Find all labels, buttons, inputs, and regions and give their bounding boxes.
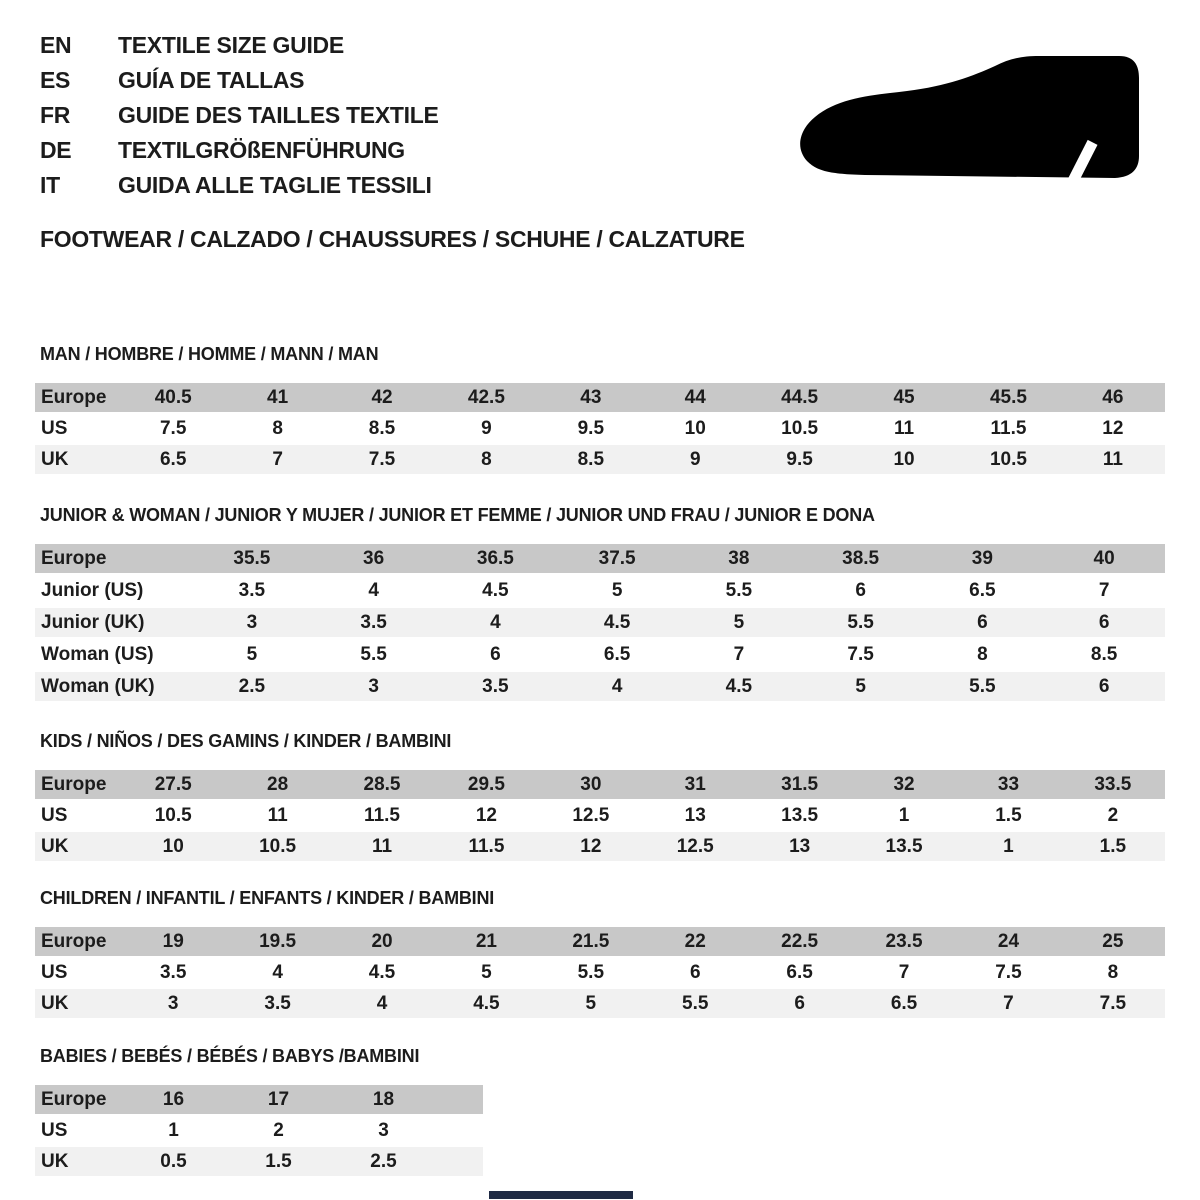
size-value: 6.5 bbox=[786, 961, 813, 983]
size-value: 10 bbox=[162, 835, 184, 857]
section-children bbox=[35, 888, 1165, 1020]
size-value: 2.5 bbox=[238, 675, 266, 697]
size-value: 8.5 bbox=[1090, 643, 1118, 665]
size-table-junior-woman bbox=[35, 544, 1165, 701]
table-row-junior-uk bbox=[35, 608, 1165, 637]
size-value: 9 bbox=[481, 417, 492, 439]
size-value: 33.5 bbox=[1094, 773, 1132, 795]
language-row-en bbox=[40, 28, 439, 63]
size-value: 11.5 bbox=[990, 417, 1027, 439]
row-label: Europe bbox=[41, 773, 107, 795]
row-label: Europe bbox=[41, 386, 107, 408]
size-value: 4.5 bbox=[603, 611, 631, 633]
size-value: 12.5 bbox=[572, 804, 610, 826]
size-value: 7 bbox=[733, 643, 745, 665]
size-table-babies bbox=[35, 1085, 483, 1176]
size-value: 13.5 bbox=[781, 804, 819, 826]
size-value: 5 bbox=[246, 643, 258, 665]
size-value: 2 bbox=[273, 1119, 284, 1141]
size-value: 5.5 bbox=[577, 961, 605, 983]
size-value: 28 bbox=[267, 773, 289, 795]
size-table-children bbox=[35, 927, 1165, 1018]
size-value: 18 bbox=[372, 1088, 395, 1110]
size-value: 7 bbox=[1098, 579, 1110, 601]
size-value: 8 bbox=[977, 643, 988, 665]
section-title-man: MAN / HOMBRE / HOMME / MANN / MAN bbox=[40, 344, 379, 364]
size-value: 1 bbox=[1003, 835, 1014, 857]
size-value: 9 bbox=[689, 448, 701, 470]
row-label: Europe bbox=[41, 1088, 107, 1110]
size-value: 40 bbox=[1093, 547, 1115, 569]
row-label: UK bbox=[41, 1150, 69, 1172]
size-value: 10.5 bbox=[989, 448, 1027, 470]
size-value: 39 bbox=[971, 547, 993, 569]
table-row-uk bbox=[35, 832, 1165, 861]
size-value: 13 bbox=[789, 835, 811, 857]
size-value: 3 bbox=[378, 1119, 389, 1141]
size-value: 35.5 bbox=[233, 547, 271, 569]
size-value: 2.5 bbox=[370, 1150, 397, 1172]
section-title-babies: BABIES / BEBÉS / BÉBÉS / BABYS /BAMBINI bbox=[40, 1046, 420, 1066]
size-value: 6 bbox=[855, 579, 866, 601]
language-row-fr bbox=[40, 98, 439, 133]
size-value: 46 bbox=[1102, 386, 1124, 408]
size-value: 2 bbox=[1107, 804, 1119, 826]
row-label: UK bbox=[41, 992, 69, 1014]
size-value: 1 bbox=[168, 1119, 179, 1141]
size-value: 20 bbox=[371, 930, 393, 952]
size-value: 4 bbox=[368, 579, 379, 601]
language-row-es bbox=[40, 63, 439, 98]
row-label: Woman (UK) bbox=[41, 675, 155, 697]
size-value: 3 bbox=[167, 992, 179, 1014]
size-value: 7.5 bbox=[847, 643, 874, 665]
size-table-kids bbox=[35, 770, 1165, 861]
size-value: 45.5 bbox=[989, 386, 1027, 408]
size-value: 40.5 bbox=[154, 386, 192, 408]
table-row-europe bbox=[35, 383, 1165, 412]
size-value: 8 bbox=[272, 417, 283, 439]
size-value: 36.5 bbox=[476, 547, 514, 569]
size-value: 28.5 bbox=[363, 773, 401, 795]
table-row-uk bbox=[35, 1147, 483, 1176]
size-value: 5.5 bbox=[847, 611, 874, 633]
size-value: 1.5 bbox=[995, 804, 1022, 826]
table-row-europe bbox=[35, 770, 1165, 799]
size-value: 5.5 bbox=[360, 643, 387, 665]
language-row-de bbox=[40, 133, 439, 168]
size-value: 0.5 bbox=[160, 1150, 187, 1172]
size-value: 3.5 bbox=[482, 675, 509, 697]
language-title: GUIDE DES TAILLES TEXTILE bbox=[118, 102, 439, 128]
language-code: DE bbox=[40, 137, 72, 163]
language-code: ES bbox=[40, 67, 71, 93]
size-value: 16 bbox=[162, 1088, 185, 1110]
size-value: 44.5 bbox=[781, 386, 819, 408]
table-row-us bbox=[35, 1116, 483, 1145]
size-value: 10.5 bbox=[781, 417, 819, 439]
size-value: 4 bbox=[376, 992, 388, 1014]
table-row-us bbox=[35, 801, 1165, 830]
size-value: 12 bbox=[475, 804, 497, 826]
size-value: 12 bbox=[1102, 417, 1124, 439]
size-value: 36 bbox=[363, 547, 385, 569]
language-title: TEXTILE SIZE GUIDE bbox=[118, 32, 344, 58]
size-value: 3.5 bbox=[159, 961, 187, 983]
size-value: 6.5 bbox=[159, 448, 187, 470]
size-value: 5 bbox=[855, 675, 866, 697]
size-value: 7.5 bbox=[995, 961, 1022, 983]
size-value: 3.5 bbox=[360, 611, 387, 633]
size-value: 6 bbox=[490, 643, 501, 665]
size-value: 8 bbox=[1107, 961, 1119, 983]
size-value: 7 bbox=[272, 448, 283, 470]
size-value: 6.5 bbox=[603, 643, 631, 665]
table-row-europe bbox=[35, 1085, 483, 1114]
size-value: 24 bbox=[997, 930, 1020, 952]
size-value: 4.5 bbox=[368, 961, 396, 983]
size-value: 4.5 bbox=[473, 992, 500, 1014]
size-value: 8 bbox=[481, 448, 492, 470]
size-value: 7 bbox=[898, 961, 910, 983]
size-value: 19 bbox=[162, 930, 184, 952]
size-value: 38.5 bbox=[842, 547, 880, 569]
page-title: FOOTWEAR / CALZADO / CHAUSSURES / SCHUHE / CALZATURE bbox=[40, 226, 745, 252]
size-value: 29.5 bbox=[467, 773, 505, 795]
size-value: 1 bbox=[898, 804, 910, 826]
size-value: 8.5 bbox=[368, 417, 396, 439]
size-value: 3 bbox=[246, 611, 258, 633]
size-value: 5.5 bbox=[725, 579, 753, 601]
section-babies bbox=[35, 1046, 483, 1178]
section-junior-woman bbox=[35, 505, 1165, 704]
size-value: 42.5 bbox=[467, 386, 505, 408]
size-value: 31 bbox=[684, 773, 706, 795]
row-label: US bbox=[41, 961, 68, 983]
row-label: Woman (US) bbox=[41, 643, 154, 665]
size-value: 19.5 bbox=[259, 930, 297, 952]
size-value: 4 bbox=[272, 961, 283, 983]
size-value: 9.5 bbox=[577, 417, 605, 439]
size-value: 45 bbox=[893, 386, 915, 408]
row-label: Europe bbox=[41, 930, 107, 952]
language-title: TEXTILGRÖßENFÜHRUNG bbox=[118, 137, 405, 163]
size-value: 22 bbox=[684, 930, 706, 952]
size-value: 17 bbox=[267, 1088, 290, 1110]
section-title-children: CHILDREN / INFANTIL / ENFANTS / KINDER / BAMBINI bbox=[40, 888, 495, 908]
row-label: US bbox=[41, 804, 68, 826]
size-value: 4 bbox=[490, 611, 501, 633]
size-value: 23.5 bbox=[885, 930, 923, 952]
size-value: 21 bbox=[475, 930, 497, 952]
size-value: 11.5 bbox=[468, 835, 505, 857]
section-title-kids: KIDS / NIÑOS / DES GAMINS / KINDER / BAMBINI bbox=[40, 731, 452, 751]
section-man bbox=[35, 344, 1165, 476]
size-value: 3.5 bbox=[264, 992, 291, 1014]
size-value: 5.5 bbox=[682, 992, 709, 1014]
table-row-uk bbox=[35, 445, 1165, 474]
size-value: 10.5 bbox=[259, 835, 297, 857]
section-kids bbox=[35, 731, 1165, 863]
row-label: UK bbox=[41, 448, 69, 470]
table-row-europe bbox=[35, 927, 1165, 956]
row-label: Europe bbox=[41, 547, 107, 569]
row-label: Junior (US) bbox=[41, 579, 144, 601]
size-value: 43 bbox=[580, 386, 602, 408]
table-row-uk bbox=[35, 989, 1165, 1018]
size-value: 6 bbox=[689, 961, 701, 983]
size-value: 25 bbox=[1102, 930, 1124, 952]
size-value: 42 bbox=[371, 386, 393, 408]
size-value: 22.5 bbox=[781, 930, 819, 952]
bottom-bar bbox=[489, 1191, 633, 1199]
size-value: 7.5 bbox=[1099, 992, 1127, 1014]
size-value: 31.5 bbox=[781, 773, 819, 795]
size-value: 6 bbox=[794, 992, 805, 1014]
size-value: 13.5 bbox=[885, 835, 923, 857]
language-title: GUÍA DE TALLAS bbox=[118, 67, 305, 93]
row-label: UK bbox=[41, 835, 69, 857]
size-value: 12 bbox=[580, 835, 602, 857]
size-value: 5 bbox=[481, 961, 492, 983]
size-value: 11.5 bbox=[364, 804, 400, 826]
size-value: 44 bbox=[684, 386, 706, 408]
table-row-junior-us bbox=[35, 576, 1165, 605]
size-value: 3.5 bbox=[238, 579, 266, 601]
size-value: 13 bbox=[684, 804, 706, 826]
size-value: 6.5 bbox=[969, 579, 996, 601]
size-value: 38 bbox=[728, 547, 750, 569]
size-value: 1.5 bbox=[265, 1150, 292, 1172]
size-value: 10 bbox=[684, 417, 706, 439]
size-value: 1.5 bbox=[1099, 835, 1127, 857]
size-value: 3 bbox=[368, 675, 379, 697]
size-value: 11 bbox=[267, 804, 288, 826]
size-value: 32 bbox=[893, 773, 915, 795]
size-value: 6 bbox=[977, 611, 988, 633]
shoe-icon bbox=[793, 55, 1145, 195]
language-list bbox=[40, 28, 439, 203]
language-code: EN bbox=[40, 32, 72, 58]
table-row-europe bbox=[35, 544, 1165, 573]
size-value: 4 bbox=[611, 675, 623, 697]
size-value: 11 bbox=[1102, 448, 1123, 470]
language-row-it bbox=[40, 168, 439, 203]
size-value: 8.5 bbox=[577, 448, 605, 470]
table-row-woman-uk bbox=[35, 672, 1165, 701]
size-value: 6 bbox=[1098, 611, 1110, 633]
size-value: 7.5 bbox=[159, 417, 187, 439]
table-row-us bbox=[35, 414, 1165, 443]
size-value: 33 bbox=[997, 773, 1020, 795]
table-row-us bbox=[35, 958, 1165, 987]
section-title-junior-woman: JUNIOR & WOMAN / JUNIOR Y MUJER / JUNIOR ET FEMME / JUNIOR UND FRAU / JUNIOR E DONA bbox=[40, 505, 875, 525]
size-value: 4.5 bbox=[725, 675, 753, 697]
size-value: 5 bbox=[733, 611, 745, 633]
language-code: IT bbox=[40, 172, 60, 198]
size-value: 7 bbox=[1003, 992, 1014, 1014]
size-table-man bbox=[35, 383, 1165, 474]
size-value: 7.5 bbox=[368, 448, 396, 470]
size-value: 10 bbox=[893, 448, 915, 470]
size-value: 6.5 bbox=[890, 992, 918, 1014]
row-label: Junior (UK) bbox=[41, 611, 145, 633]
size-value: 10.5 bbox=[154, 804, 192, 826]
size-value: 12.5 bbox=[676, 835, 714, 857]
row-label: US bbox=[41, 417, 68, 439]
size-value: 30 bbox=[580, 773, 602, 795]
table-row-woman-us bbox=[35, 640, 1165, 669]
language-code: FR bbox=[40, 102, 71, 128]
row-label: US bbox=[41, 1119, 68, 1141]
size-value: 9.5 bbox=[786, 448, 813, 470]
size-value: 21.5 bbox=[572, 930, 610, 952]
size-value: 5.5 bbox=[969, 675, 996, 697]
size-value: 11 bbox=[894, 417, 915, 439]
size-value: 37.5 bbox=[598, 547, 636, 569]
size-value: 4.5 bbox=[482, 579, 509, 601]
language-title: GUIDA ALLE TAGLIE TESSILI bbox=[118, 172, 432, 198]
size-value: 11 bbox=[371, 835, 393, 857]
size-value: 5 bbox=[585, 992, 597, 1014]
size-value: 41 bbox=[267, 386, 289, 408]
size-value: 5 bbox=[611, 579, 623, 601]
size-value: 27.5 bbox=[154, 773, 192, 795]
size-value: 6 bbox=[1098, 675, 1110, 697]
